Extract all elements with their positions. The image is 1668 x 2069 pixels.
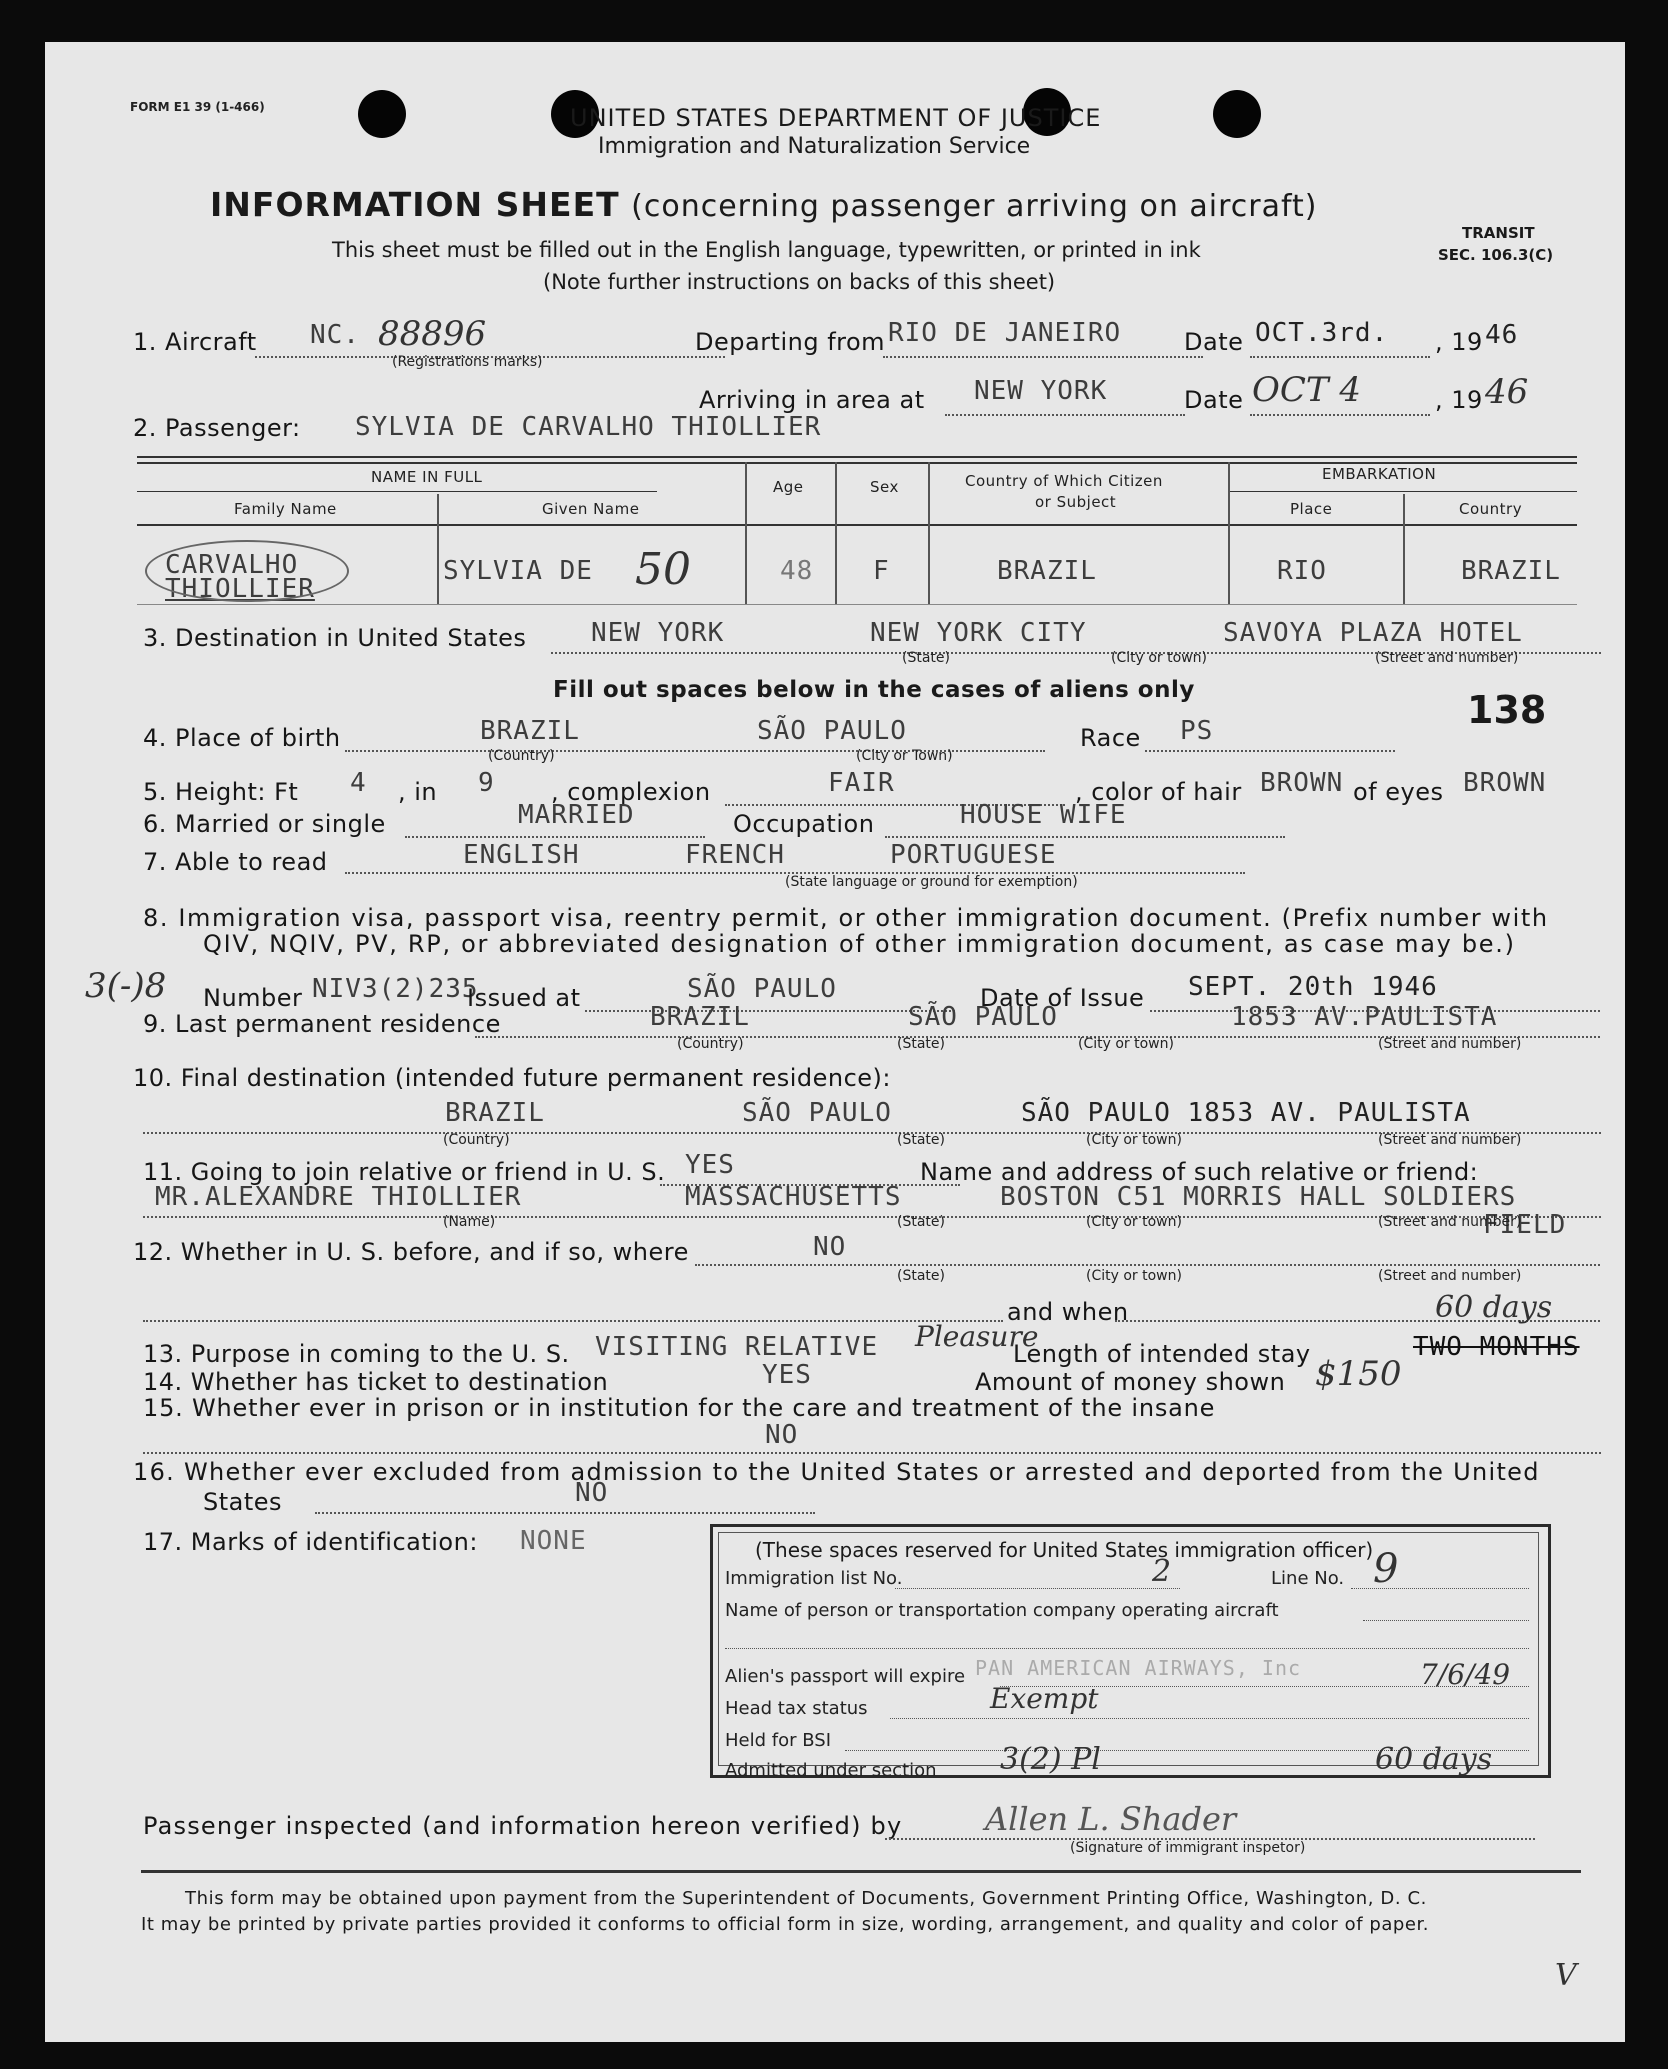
admitted-value: 3(2) Pl <box>1000 1742 1101 1777</box>
ticket-value: YES <box>762 1360 812 1390</box>
family-name-circle <box>145 540 349 602</box>
country-value: BRAZIL <box>1461 556 1561 586</box>
ticket-label: 14. Whether has ticket to destination <box>143 1368 609 1396</box>
final-city-caption: (City or town) <box>1086 1132 1182 1148</box>
family-name-value-2: THIOLLIER <box>165 574 315 604</box>
final-state: SÃO PAULO <box>742 1098 892 1128</box>
department-title: UNITED STATES DEPARTMENT OF JUSTICE <box>570 104 1102 132</box>
depart-date-label: Date <box>1184 328 1244 356</box>
departing-value: RIO DE JANEIRO <box>888 318 1122 348</box>
aircraft-label: 1. Aircraft <box>133 328 257 356</box>
line-label: Line No. <box>1271 1568 1345 1589</box>
previous-state-caption: (State) <box>897 1268 945 1284</box>
purpose-hand-note: Pleasure <box>915 1320 1039 1353</box>
destination-city: NEW YORK CITY <box>870 618 1087 648</box>
visa-date-value: SEPT. 20th 1946 <box>1188 972 1438 1002</box>
sex-value: F <box>873 556 890 586</box>
final-country-caption: (Country) <box>443 1132 510 1148</box>
excluded-line-2: States <box>203 1488 283 1516</box>
visa-line-1: 8. Immigration visa, passport visa, reentry permit, or other immigration document. (Prefix number with <box>143 904 1549 932</box>
inspection-caption: (Signature of immigrant inspetor) <box>1070 1840 1306 1856</box>
birth-country-caption: (Country) <box>488 748 555 764</box>
relative-street-caption: (Street and number) <box>1378 1214 1522 1230</box>
height-inches: 9 <box>478 768 495 798</box>
previous-label: 12. Whether in U. S. before, and if so, where <box>133 1238 689 1266</box>
arrive-date-label: Date <box>1184 386 1244 414</box>
officer-box-title: (These spaces reserved for United States immigration officer) <box>755 1538 1374 1562</box>
service-title: Immigration and Naturalization Service <box>598 134 1031 159</box>
given-name-header: Given Name <box>542 500 640 518</box>
stay-value: TWO MONTHS <box>1413 1332 1580 1362</box>
name-in-full-header: NAME IN FULL <box>371 468 483 486</box>
relative-value: YES <box>685 1150 735 1180</box>
relative-name: MR.ALEXANDRE THIOLLIER <box>155 1182 522 1212</box>
inspector-signature: Allen L. Shader <box>985 1800 1237 1838</box>
final-state-caption: (State) <box>897 1132 945 1148</box>
relative-state: MASSACHUSETTS <box>685 1182 902 1212</box>
final-city-street: SÃO PAULO 1853 AV. PAULISTA <box>1021 1098 1471 1128</box>
admitted-days: 60 days <box>1375 1742 1493 1777</box>
occupation-label: Occupation <box>733 810 875 838</box>
read-lang-1: ENGLISH <box>463 840 580 870</box>
departing-label: Departing from <box>695 328 886 356</box>
depart-year-prefix-text: 19 <box>1451 328 1483 356</box>
sheet-title-main: INFORMATION SHEET <box>210 185 620 224</box>
age-header: Age <box>773 478 804 496</box>
eyes-label: of eyes <box>1353 778 1444 806</box>
previous-city-caption: (City or town) <box>1086 1268 1182 1284</box>
family-name-value-1: CARVALHO <box>165 550 299 580</box>
visa-issued-label: Issued at <box>467 984 581 1012</box>
excluded-value: NO <box>575 1478 609 1508</box>
race-label: Race <box>1080 724 1141 752</box>
arriving-value: NEW YORK <box>974 376 1108 406</box>
previous-when-label: and when <box>1007 1298 1129 1326</box>
marks-label: 17. Marks of identification: <box>143 1528 478 1556</box>
complexion-label: , complexion <box>551 778 711 806</box>
embarkation-header: EMBARKATION <box>1322 465 1437 483</box>
sheet-title-suffix: (concerning passenger arriving on aircraft) <box>631 189 1318 224</box>
stay-hand-value: 60 days <box>1435 1290 1553 1325</box>
money-label: Amount of money shown <box>975 1368 1286 1396</box>
given-name-value: SYLVIA DE <box>443 556 593 586</box>
sheet-title <box>210 185 1318 224</box>
relative-city-caption: (City or town) <box>1086 1214 1182 1230</box>
depart-date: OCT.3rd. <box>1255 318 1389 348</box>
residence-state-caption: (State) <box>897 1036 945 1052</box>
form-sheet <box>45 42 1625 2042</box>
residence-label: 9. Last permanent residence <box>143 1010 501 1038</box>
residence-street: 1853 AV.PAULISTA <box>1231 1002 1498 1032</box>
sex-header: Sex <box>870 478 899 496</box>
passport-value: 7/6/49 <box>1420 1658 1511 1691</box>
country-header: Country <box>1459 500 1523 518</box>
residence-state: SÃO PAULO <box>908 1002 1058 1032</box>
footer-line-1: This form may be obtained upon payment from the Superintendent of Documents, Government Printing Office, Washington, D. C. <box>185 1888 1427 1909</box>
footer-line-2: It may be printed by private parties provided it conforms to official form in size, wording, arrangement, and quality and color of paper. <box>141 1914 1430 1935</box>
depart-year-prefix: , 19 <box>1435 328 1483 356</box>
visa-date-label: Date of Issue <box>980 984 1145 1012</box>
inspection-label: Passenger inspected (and information hereon verified) by <box>143 1812 903 1840</box>
hair-value: BROWN <box>1260 768 1344 798</box>
arrive-date: OCT 4 <box>1252 370 1362 410</box>
visa-line-2: QIV, NQIV, PV, RP, or abbreviated designation of other immigration document, as case may be.) <box>203 930 1516 958</box>
age-value: 48 <box>780 556 814 586</box>
destination-city-caption: (City or town) <box>1111 650 1207 666</box>
company-label: Name of person or transportation company operating aircraft <box>725 1600 1279 1621</box>
headtax-label: Head tax status <box>725 1698 868 1719</box>
place-header: Place <box>1290 500 1333 518</box>
relative-label: 11. Going to join relative or friend in U. S. <box>143 1158 666 1186</box>
punch-hole <box>1213 90 1261 138</box>
destination-label: 3. Destination in United States <box>143 624 527 652</box>
relative-street-extra: FIELD <box>1483 1210 1567 1240</box>
passenger-value: SYLVIA DE CARVALHO THIOLLIER <box>355 412 822 442</box>
arrive-year-prefix: , 19 <box>1435 386 1483 414</box>
family-name-header: Family Name <box>234 500 337 518</box>
aircraft-number: 88896 <box>378 314 487 354</box>
aliens-note: Fill out spaces below in the cases of aliens only <box>553 677 1195 703</box>
residence-country-caption: (Country) <box>677 1036 744 1052</box>
eyes-value: BROWN <box>1463 768 1547 798</box>
previous-value: NO <box>813 1232 847 1262</box>
excluded-line-1: 16. Whether ever excluded from admission to the United States or arrested and deported from the United <box>133 1458 1540 1486</box>
passenger-label: 2. Passenger: <box>133 414 301 442</box>
destination-street: SAVOYA PLAZA HOTEL <box>1223 618 1523 648</box>
visa-margin-note: 3(-)8 <box>85 966 167 1006</box>
admitted-label: Admitted under section <box>725 1760 937 1781</box>
previous-street-caption: (Street and number) <box>1378 1268 1522 1284</box>
stay-label: Length of intended stay <box>1013 1340 1311 1368</box>
birth-country: BRAZIL <box>480 716 580 746</box>
arrive-year: 46 <box>1485 372 1529 412</box>
purpose-label: 13. Purpose in coming to the U. S. <box>143 1340 570 1368</box>
headtax-value: Exempt <box>990 1682 1099 1715</box>
relative-name-label: Name and address of such relative or friend: <box>920 1158 1479 1186</box>
relative-city: BOSTON C51 MORRIS HALL SOLDIERS <box>1000 1182 1517 1212</box>
read-label: 7. Able to read <box>143 848 328 876</box>
height-feet: 4 <box>350 768 367 798</box>
instruction-line-1: This sheet must be filled out in the English language, typewritten, or printed in ink <box>332 238 1201 262</box>
height-in-label: , in <box>398 778 438 806</box>
read-lang-2: FRENCH <box>685 840 785 870</box>
visa-number-label: Number <box>203 984 303 1012</box>
instruction-line-2: (Note further instructions on backs of this sheet) <box>543 270 1056 294</box>
destination-street-caption: (Street and number) <box>1375 650 1519 666</box>
residence-country: BRAZIL <box>650 1002 750 1032</box>
transit-stamp: TRANSIT <box>1462 224 1535 242</box>
residence-city-caption: (City or town) <box>1078 1036 1174 1052</box>
line-value: 9 <box>1373 1546 1399 1592</box>
visa-issued-value: SÃO PAULO <box>687 974 837 1004</box>
purpose-value: VISITING RELATIVE <box>595 1332 879 1362</box>
money-value: $150 <box>1315 1354 1402 1394</box>
relative-name-caption: (Name) <box>443 1214 496 1230</box>
marks-value: NONE <box>520 1526 587 1556</box>
arriving-label: Arriving in area at <box>699 386 925 414</box>
prison-label: 15. Whether ever in prison or in institution for the care and treatment of the insane <box>143 1394 1216 1422</box>
aircraft-prefix: NC. <box>310 320 360 350</box>
residence-street-caption: (Street and number) <box>1378 1036 1522 1052</box>
arrive-year-prefix-text: 19 <box>1451 386 1483 414</box>
occupation-value: HOUSE WIFE <box>960 800 1127 830</box>
birth-label: 4. Place of birth <box>143 724 341 752</box>
citizen-header-2: or Subject <box>1035 493 1117 511</box>
hair-label: , color of hair <box>1075 778 1242 806</box>
birth-city-caption: (City or Town) <box>856 748 953 764</box>
relative-state-caption: (State) <box>897 1214 945 1230</box>
read-lang-3: PORTUGUESE <box>890 840 1057 870</box>
destination-state: NEW YORK <box>591 618 725 648</box>
final-country: BRAZIL <box>445 1098 545 1128</box>
section-stamp: SEC. 106.3(C) <box>1438 246 1554 264</box>
visa-number-value: NIV3(2)235 <box>312 974 479 1004</box>
list-value: 2 <box>1152 1554 1172 1589</box>
form-number: FORM E1 39 (1-466) <box>130 100 265 114</box>
citizen-value: BRAZIL <box>997 556 1097 586</box>
citizen-header-1: Country of Which Citizen <box>965 472 1163 490</box>
height-label: 5. Height: Ft <box>143 778 299 806</box>
list-label: Immigration list No. <box>725 1568 903 1589</box>
final-street-caption: (Street and number) <box>1378 1132 1522 1148</box>
stamp-number: 138 <box>1467 688 1547 732</box>
final-destination-label: 10. Final destination (intended future permanent residence): <box>133 1064 892 1092</box>
destination-state-caption: (State) <box>902 650 950 666</box>
punch-hole <box>358 90 406 138</box>
place-value: RIO <box>1277 556 1327 586</box>
bsi-label: Held for BSI <box>725 1730 831 1751</box>
company-value: PAN AMERICAN AIRWAYS, Inc <box>975 1656 1302 1680</box>
read-caption: (State language or ground for exemption) <box>785 874 1078 890</box>
complexion-value: FAIR <box>828 768 895 798</box>
prison-value: NO <box>765 1420 799 1450</box>
registration-caption: (Registrations marks) <box>392 354 543 370</box>
given-name-hand-number: 50 <box>635 544 691 595</box>
marital-label: 6. Married or single <box>143 810 386 838</box>
birth-city: SÃO PAULO <box>757 716 907 746</box>
race-value: PS <box>1180 716 1214 746</box>
corner-mark: V <box>1555 1958 1577 1993</box>
passport-label: Alien's passport will expire <box>725 1666 966 1687</box>
depart-year: 46 <box>1485 320 1519 350</box>
marital-value: MARRIED <box>518 800 635 830</box>
